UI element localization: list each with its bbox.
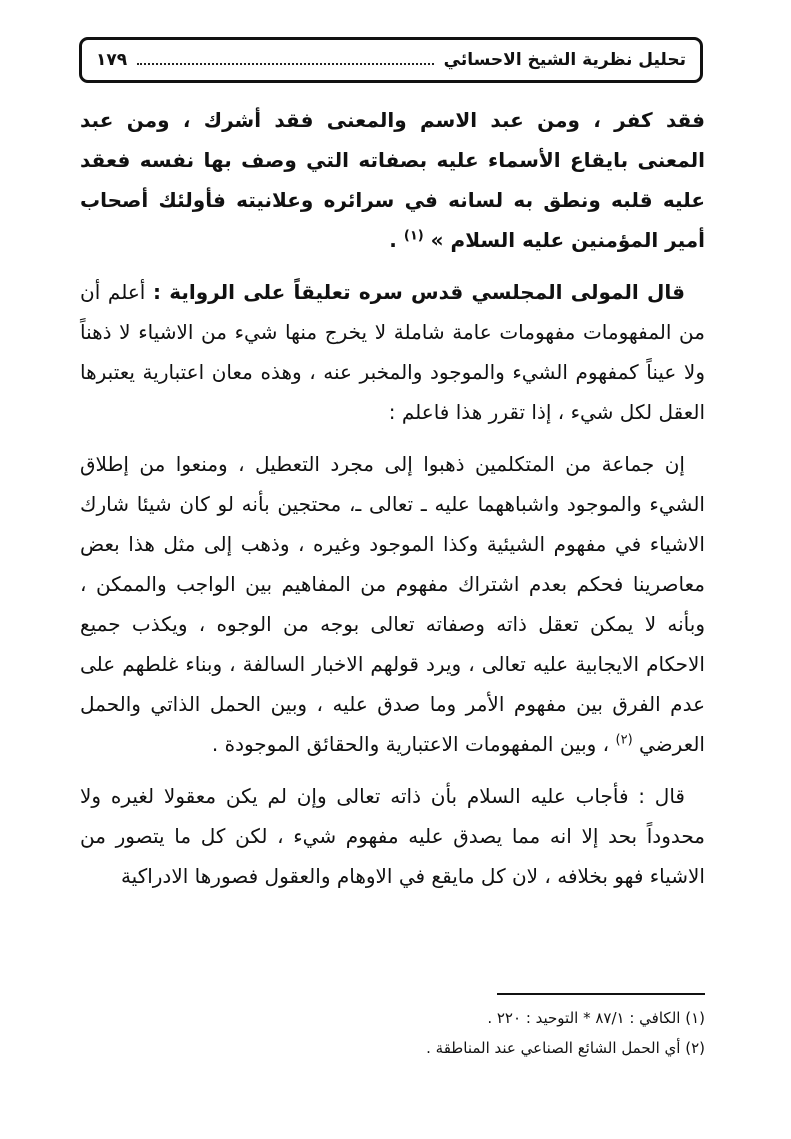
- header-dot-leader: [137, 62, 434, 65]
- footnote-marker-2: (٢): [615, 732, 633, 748]
- footnote-1: (١) الكافي : ٨٧/١ * التوحيد : ٢٢٠ .: [487, 1009, 705, 1027]
- paragraph-answer: [80, 776, 705, 896]
- paragraph-majlisi-comment: [80, 272, 705, 432]
- footnotes: [80, 1003, 705, 1063]
- paragraph-2-lead: قال المولى المجلسي قدس سره تعليقاً على الرواية :: [152, 280, 685, 304]
- footnote-separator: [497, 993, 705, 995]
- main-text: [80, 100, 705, 896]
- running-header-title: تحليل نظرية الشيخ الاحسائي: [443, 50, 686, 70]
- paragraph-4-text: قال : فأجاب عليه السلام بأن ذاته تعالى وإن لم يكن معقولا لغيره ولا محدوداً بحد إلا انه مما يصدق عليه مفهوم شيء ، لكن كل ما يتصور من الاشياء فهو بخلافه ، لان كل مايقع في الاوهام والعقول فصورها الادراكية: [80, 784, 705, 888]
- paragraph-2-text: أعلم أن من المفهومات مفهومات عامة شاملة لا يخرج منها شيء من الاشياء لا ذهناً ولا عيناً كمفهوم الشيء والموجود والمخبر عنه ، وهذه معان اعتبارية يعتبرها العقل لكل شيء ، إذا تقرر هذا فاعلم :: [80, 280, 705, 424]
- paragraph-1-tail: .: [389, 228, 404, 252]
- paragraph-3-text: إن جماعة من المتكلمين ذهبوا إلى مجرد التعطيل ، ومنعوا من إطلاق الشيء والموجود واشباههما عليه ـ تعالى ـ، محتجين بأنه لو كان شيئا شارك الاشياء في مفهوم الشيئية وكذا الموجود وغيره ، وذهب إلى مثل هذا بعض معاصرينا فحكم بعدم اشتراك مفهوم من المفاهيم بين الواجب والممكن ، وبأنه لا يمكن تعقل ذاته وصفاته تعالى بوجه من الوجوه ، ويكذب جميع الاحكام الايجابية عليه تعالى ، ويرد قولهم الاخبار السالفة ، وبناء غلطهم على عدم الفرق بين مفهوم الأمر وما صدق عليه ، وبين الحمل الذاتي والحمل العرضي: [80, 452, 705, 756]
- paragraph-3-tail: ، وبين المفهومات الاعتبارية والحقائق الموجودة .: [211, 732, 616, 756]
- running-header: [79, 37, 703, 83]
- footnote-2: (٢) أي الحمل الشائع الصناعي عند المناطقة .: [426, 1039, 705, 1057]
- paragraph-quote-end: [80, 100, 705, 260]
- page-number: ١٧٩: [96, 50, 128, 70]
- paragraph-mutakallimin: [80, 444, 705, 764]
- footnote-marker-1: (١): [403, 228, 424, 244]
- paragraph-1-text: فقد كفر ، ومن عبد الاسم والمعنى فقد أشرك ، ومن عبد المعنى بايقاع الأسماء عليه بصفاته التي وصف بها نفسه فعقد عليه قلبه ونطق به لسانه في سرائره وعلانيته فأولئك أصحاب أمير المؤمنين عليه السلام »: [80, 108, 705, 252]
